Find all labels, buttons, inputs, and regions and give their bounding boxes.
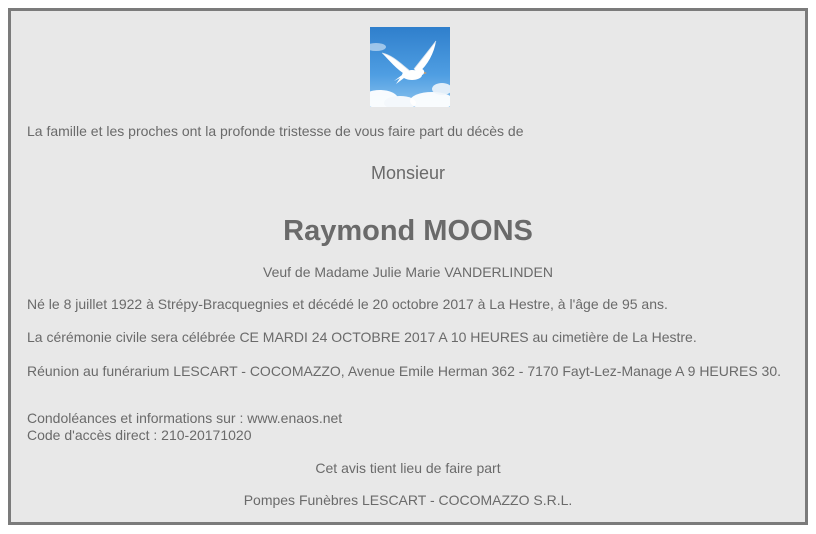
meeting-text: Réunion au funérarium LESCART - COCOMAZZO, Avenue Emile Herman 362 - 7170 Fayt-Lez-Manage A 9 HEURES 30. — [27, 363, 782, 379]
dove-image — [370, 27, 450, 107]
birth-death-text: Né le 8 juillet 1922 à Strépy-Bracquegnies et décédé le 20 octobre 2017 à La Hestre, à l'âge de 95 ans. — [27, 296, 668, 312]
deceased-name: Raymond MOONS — [283, 215, 533, 247]
condolences-access-code: Code d'accès direct : 210-20171020 — [27, 427, 252, 443]
civility-title: Monsieur — [370, 163, 446, 183]
condolences-website: Condoléances et informations sur : www.enaos.net — [27, 410, 343, 426]
intro-text: La famille et les proches ont la profonde tristesse de vous faire part du décès de — [27, 123, 524, 139]
condolences-block — [27, 410, 789, 444]
death-notice-card — [8, 8, 808, 525]
dove-icon — [370, 27, 450, 107]
ceremony-text: La cérémonie civile sera célébrée CE MARDI 24 OCTOBRE 2017 A 10 HEURES au cimetière de La Hestre. — [27, 329, 697, 345]
funeral-home-text: Pompes Funèbres LESCART - COCOMAZZO S.R.L. — [243, 492, 573, 508]
notice-text: Cet avis tient lieu de faire part — [315, 460, 501, 476]
widow-text: Veuf de Madame Julie Marie VANDERLINDEN — [263, 264, 553, 280]
